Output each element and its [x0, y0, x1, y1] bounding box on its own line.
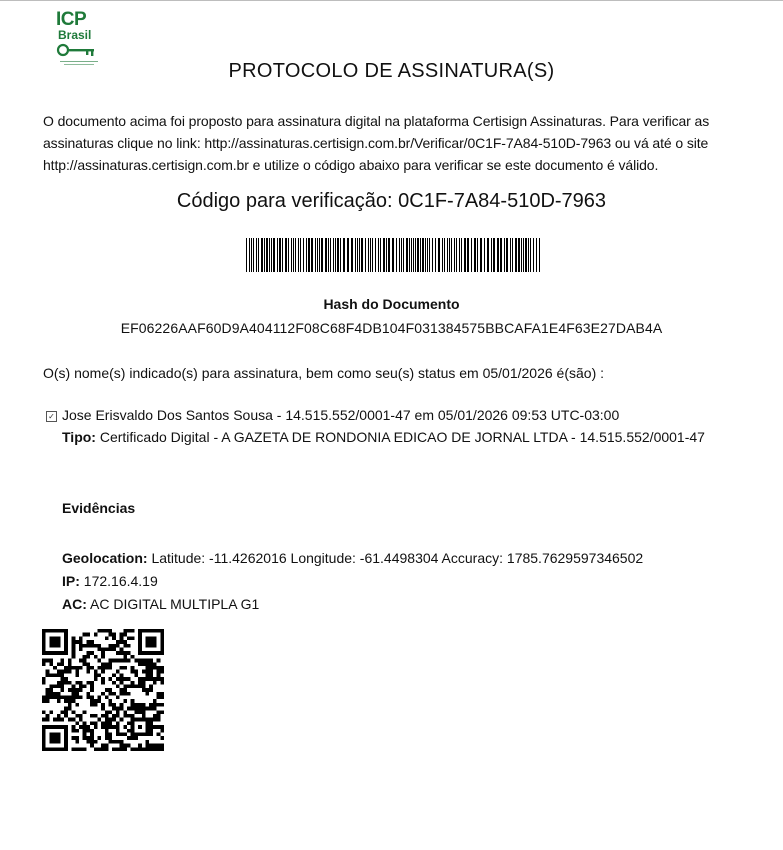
- qr-code: [42, 629, 164, 751]
- hash-label: Hash do Documento: [323, 296, 460, 312]
- tipo-value: Certificado Digital - A GAZETA DE RONDONIA EDICAO DE JORNAL LTDA - 14.515.552/0001-47: [95, 429, 705, 445]
- signer-name: Jose Erisvaldo Dos Santos Sousa - 14.515.552/0001-47 em 05/01/2026 09:53 UTC-03:00: [62, 407, 620, 423]
- hash-value: EF06226AAF60D9A404112F08C68F4DB104F031384575BBCAFA1E4F63E27DAB4A: [120, 320, 663, 336]
- intro-paragraph: O documento acima foi proposto para assinatura digital na plataforma Certisign Assinaturas. Para verificar as assinaturas clique no link: http://assinaturas.certisign.com.br/Verificar/0C1F-7A84-510D-7963 ou vá até o site http://assinaturas.certisign.com.br e utilize o código abaixo para verificar se este documento é válido.: [43, 113, 710, 173]
- ip-label: IP:: [62, 573, 80, 589]
- ip-row: [62, 570, 762, 593]
- tipo-label: Tipo:: [62, 429, 96, 445]
- page-title: PROTOCOLO DE ASSINATURA(S): [228, 60, 555, 82]
- checked-checkbox-icon: ✓: [46, 411, 57, 422]
- ac-value: AC DIGITAL MULTIPLA G1: [86, 596, 260, 612]
- evidence-details: [62, 547, 762, 616]
- top-divider: [0, 0, 783, 1]
- status-line: O(s) nome(s) indicado(s) para assinatura, bem como seu(s) status em 05/01/2026 é(são) :: [43, 365, 605, 381]
- logo-text-brasil: Brasil: [58, 28, 92, 42]
- signer-entry: [46, 404, 746, 448]
- logo-text-icp: ICP: [56, 9, 87, 30]
- signer-tipo: [62, 426, 746, 448]
- geolocation-row: [62, 547, 762, 570]
- ac-label: AC:: [62, 596, 87, 612]
- document-barcode: [246, 238, 540, 272]
- ac-row: [62, 593, 762, 616]
- geolocation-label: Geolocation:: [62, 550, 148, 566]
- evidencias-heading: Evidências: [62, 500, 136, 516]
- geolocation-value: Latitude: -11.4262016 Longitude: -61.4498304 Accuracy: 1785.7629597346502: [147, 550, 644, 566]
- ip-value: 172.16.4.19: [79, 573, 158, 589]
- verification-code: Código para verificação: 0C1F-7A84-510D-7963: [176, 190, 607, 212]
